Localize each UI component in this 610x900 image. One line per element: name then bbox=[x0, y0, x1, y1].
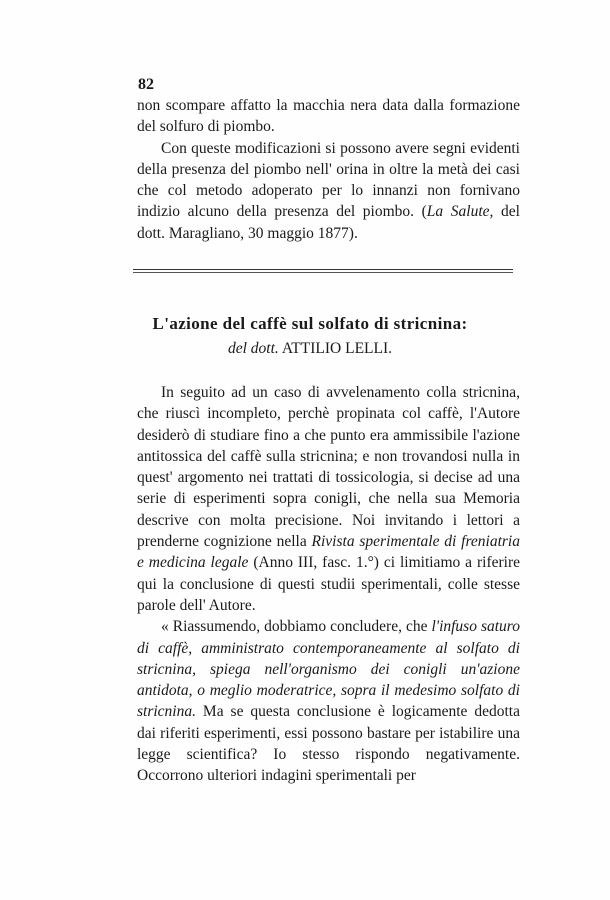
author-name: ATTILIO LELLI. bbox=[281, 340, 393, 357]
article-paragraph-conclusion bbox=[137, 616, 520, 786]
conclusion-emphasis: l'infuso saturo di caffè, amministrato contemporaneamente al solfato di stricnina, spiega nell'organismo dei conigli un'azione antidota, o meglio moderatrice, sopra il medesimo solfato di stricnina. bbox=[137, 618, 521, 721]
article-title: L'azione del caffè sul solfato di stricnina: bbox=[152, 314, 468, 333]
page-number: 82 bbox=[138, 76, 154, 93]
article-author bbox=[100, 340, 520, 358]
source-citation: del dott. Maragliano, 30 maggio 1877). bbox=[137, 203, 520, 242]
intro-text: In seguito ad un caso di avvelenamento colla stricnina, che riuscì incompleto, perchè propinata col caffè, l'Autore desiderò di studiare fino a che punto era ammissibile l'azione antitossica del caffè sulla stricnina; e non trovandosi nulla in quest' argomento nei trattati di tossicologia, si decise ad una serie di esperimenti sopra conigli, che nella sua Memoria descrive con molta precisione. Noi invitando i lettori a prenderne cognizione nella bbox=[137, 384, 520, 551]
cited-journal-title: Rivista sperimentale di freniatria e medicina legale bbox=[137, 533, 520, 572]
article-body bbox=[137, 382, 520, 787]
source-journal-title: La Salute, bbox=[426, 203, 494, 221]
lead-detection-paragraph bbox=[137, 138, 520, 244]
conclusion-text-continued: Ma se questa conclusione è logicamente dedotta dai riferiti esperimenti, essi possono bastare per istabilire una legge scientifica? Io stesso rispondo negativamente. Occorrono ulteriori indagini sperimentali per bbox=[137, 703, 520, 785]
article-paragraph-intro bbox=[137, 382, 520, 616]
section-divider-secondary bbox=[133, 272, 513, 273]
intro-text-continued: (Anno III, fasc. 1.°) ci limitiamo a riferire qui la conclusione di questi studii sperimentali, colle stesse parole dell' Autore. bbox=[137, 554, 520, 614]
conclusion-text: « Riassumendo, dobbiamo concludere, che bbox=[161, 618, 432, 636]
author-prefix: del dott. bbox=[227, 340, 279, 357]
continued-paragraph: non scompare affatto la macchia nera data dalla formazione del solfuro di piombo. bbox=[137, 97, 520, 136]
section-divider bbox=[133, 269, 513, 270]
continued-text-block bbox=[137, 95, 520, 244]
lead-detection-text: Con queste modificazioni si possono avere segni evidenti della presenza del piombo nell' orina in oltre la metà dei casi che col metodo adoperato per lo innanzi non fornivano indizio alcuno della presenza del piombo. ( bbox=[137, 139, 520, 221]
